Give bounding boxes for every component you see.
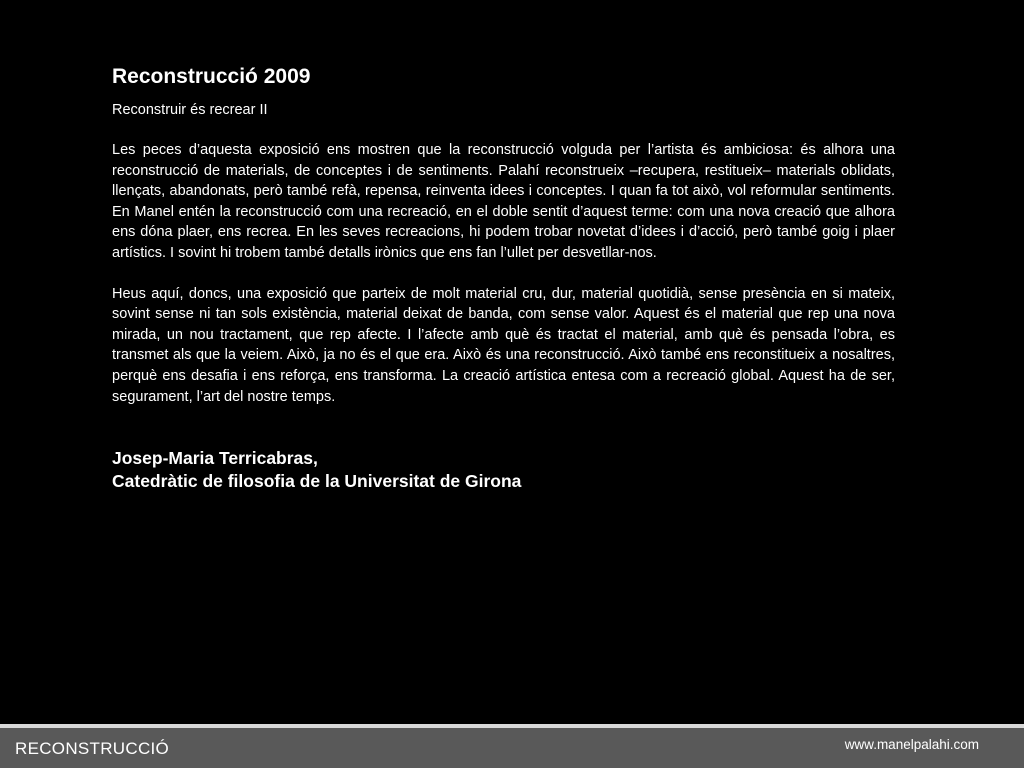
slide-content — [112, 62, 895, 493]
author-role: Catedràtic de filosofia de la Universitat de Girona — [112, 471, 522, 492]
body-paragraph-2: Heus aquí, doncs, una exposició que parteix de molt material cru, dur, material quotidià, sense presència en si mateix, sovint sense ni tan sols existència, material deixat de banda, com sense valor. Aquest és el material que rep una nova mirada, un nou tractament, que rep afecte. I l’afecte amb què és tractat el material, amb què és pensada l’obra, es transmet als que la veiem. Això, ja no és el que era. Això és una reconstrucció. Això també ens reconstitueix a nosaltres, perquè ens desafia i ens reforça, ens transforma. La creació artística entesa com a recreació global. Aquest ha de ser, segurament, l’art del nostre temps. — [112, 285, 895, 405]
slide-title: Reconstrucció 2009 — [112, 65, 311, 88]
footer-title: RECONSTRUCCIÓ — [15, 739, 170, 758]
author-name: Josep-Maria Terricabras, — [112, 448, 318, 469]
slide-subtitle: Reconstruir és recrear II — [112, 102, 268, 118]
footer-bar — [0, 724, 1024, 768]
author-signature — [112, 447, 895, 493]
footer-website-link[interactable]: www.manelpalahi.com — [844, 737, 979, 752]
body-paragraph-1: Les peces d’aquesta exposició ens mostren que la reconstrucció volguda per l’artista és ambiciosa: és alhora una reconstrucció de materials, de conceptes i de sentiments. Palahí reconstrueix –recupera, restitueix– materials oblidats, llençats, abandonats, però també refà, repensa, reinventa idees i conceptes. I quan fa tot això, vol reformular sentiments. En Manel entén la reconstrucció com una recreació, en el doble sentit d’aquest terme: com una nova creació que alhora ens dóna plaer, ens recrea. En les seves recreacions, hi podem trobar novetat d’idees i d’acció, però també goig i plaer artístics. I sovint hi trobem també detalls irònics que ens fan l’ullet per desvetllar-nos. — [112, 142, 895, 261]
